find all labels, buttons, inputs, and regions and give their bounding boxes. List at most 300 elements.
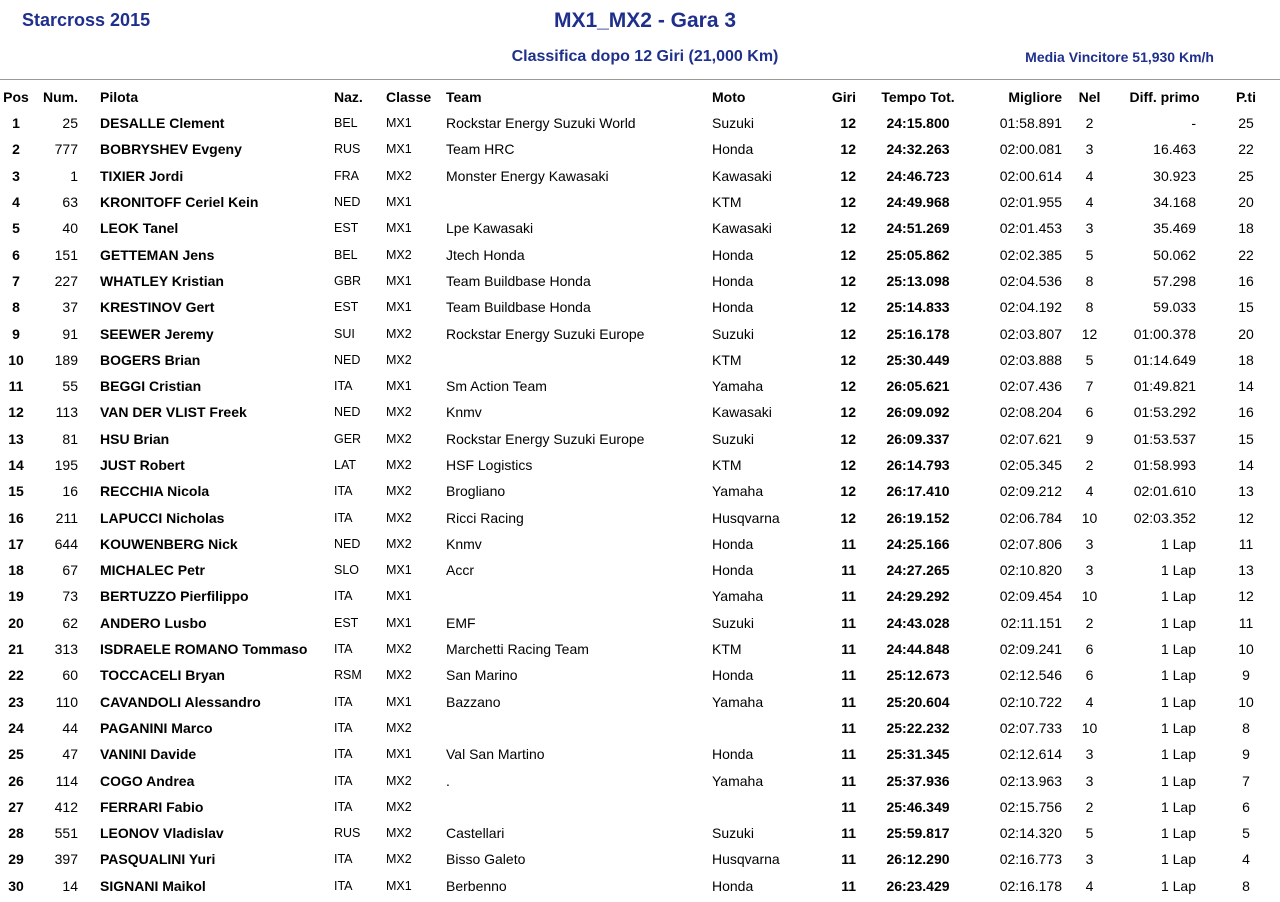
pilota-cell: PASQUALINI Yuri [100,851,216,868]
classe-cell: MX2 [386,720,412,735]
classe-cell: MX1 [386,878,412,893]
moto-cell: Kawasaki [712,220,772,237]
tempo-cell: 26:23.429 [886,877,950,894]
classe-cell: MX1 [386,221,412,236]
classe-cell: MX2 [386,668,412,683]
col-pos: Pos [3,89,29,105]
team-cell [442,189,708,215]
giri-cell: 12 [840,167,856,184]
classe-cell: MX2 [386,352,412,367]
num-cell: 40 [62,220,78,237]
naz-cell: ITA [334,878,353,893]
pilota-cell: JUST Robert [100,457,185,473]
migliore-cell: 02:06.784 [999,509,1062,526]
migliore-cell: 02:07.806 [999,535,1062,552]
tempo-cell: 24:46.723 [886,167,950,184]
num-cell: 110 [55,693,78,710]
naz-cell: SLO [334,563,360,578]
pilota-cell: HSU Brian [100,430,170,447]
tempo-cell: 26:17.410 [886,483,950,500]
team-cell [442,347,708,373]
race-title: MX1_MX2 - Gara 3 [553,9,737,32]
classe-cell: MX2 [386,247,412,262]
num-cell: 62 [62,614,78,631]
table-row [0,189,1280,215]
nel-cell: 3 [1085,562,1094,579]
tempo-cell: 26:05.621 [886,378,950,395]
classe-cell: MX2 [386,510,412,525]
moto-cell: Honda [712,877,754,894]
tempo-cell: 25:20.604 [886,693,950,710]
diff-cell: 02:03.352 [1133,509,1196,526]
num-cell: 73 [62,588,78,605]
classe-cell: MX2 [386,799,412,814]
classe-cell: MX1 [386,116,412,131]
table-row [0,767,1280,793]
diff-cell: 1 Lap [1160,877,1196,894]
classe-cell: MX2 [386,826,412,841]
giri-cell: 12 [840,483,856,500]
diff-cell: 59.033 [1153,299,1196,316]
nel-cell: 2 [1085,798,1094,815]
migliore-cell: 02:04.536 [999,272,1062,289]
naz-cell: ITA [334,379,353,394]
moto-cell: Yamaha [712,693,764,710]
winner-average-speed: Media Vincitore 51,930 Km/h [1025,49,1214,65]
pilota-cell: BOGERS Brian [100,351,201,368]
team-cell: Brogliano [446,483,506,500]
migliore-cell: 02:12.614 [999,746,1062,763]
tempo-cell: 25:37.936 [886,772,950,789]
moto-cell: Suzuki [712,430,755,447]
naz-cell: EST [334,615,359,630]
migliore-cell: 02:09.212 [999,483,1062,500]
tempo-cell: 25:22.232 [886,719,950,736]
tempo-cell: 25:12.673 [886,667,950,684]
classe-cell: MX1 [386,563,412,578]
classe-cell: MX1 [386,300,412,315]
col-giri: Giri [831,89,856,105]
table-row [0,347,1280,373]
table-row [0,504,1280,530]
table-row [0,820,1280,846]
giri-cell: 12 [840,325,856,342]
classe-cell: MX1 [386,747,412,762]
giri-cell: 11 [841,772,856,789]
tempo-cell: 24:49.968 [886,194,950,211]
team-cell: Berbenno [446,877,507,894]
team-cell: Val San Martino [446,746,545,763]
team-cell: Bisso Galeto [446,851,526,868]
moto-cell: Honda [712,667,754,684]
diff-cell: 1 Lap [1160,641,1196,658]
team-cell [442,715,708,741]
col-nel: Nel [1078,89,1101,105]
moto-cell: Yamaha [712,588,764,605]
pilota-cell: KRONITOFF Ceriel Kein [100,194,259,211]
team-cell: Lpe Kawasaki [446,220,534,237]
nel-cell: 3 [1085,535,1094,552]
moto-cell: Honda [712,272,754,289]
table-row [0,662,1280,688]
pos-cell: 21 [8,641,24,658]
num-cell: 1 [70,167,78,184]
migliore-cell: 02:07.436 [999,378,1062,395]
giri-cell: 12 [840,404,856,421]
moto-cell: Honda [712,535,754,552]
diff-cell: 35.469 [1153,220,1196,237]
moto-cell [708,715,808,741]
pos-cell: 17 [8,535,24,552]
pilota-cell: MICHALEC Petr [100,562,206,579]
giri-cell: 12 [840,141,856,158]
naz-cell: BEL [334,247,358,262]
pos-cell: 20 [8,614,24,631]
classe-cell: MX1 [386,589,412,604]
team-cell: Monster Energy Kawasaki [446,167,609,184]
pti-cell: 25 [1238,115,1254,132]
pti-cell: 20 [1238,194,1254,211]
nel-cell: 4 [1085,877,1094,894]
tempo-cell: 25:14.833 [886,299,950,316]
migliore-cell: 02:07.733 [999,719,1062,736]
pti-cell: 13 [1238,483,1254,500]
num-cell: 313 [54,641,78,658]
pos-cell: 13 [8,430,24,447]
giri-cell: 12 [840,194,856,211]
pos-cell: 15 [8,483,24,500]
pti-cell: 15 [1238,430,1254,447]
tempo-cell: 25:13.098 [886,272,950,289]
nel-cell: 10 [1081,719,1098,736]
diff-cell: 1 Lap [1160,667,1196,684]
tempo-cell: 26:12.290 [886,851,950,868]
moto-cell: KTM [712,351,742,368]
classe-cell: MX2 [386,405,412,420]
moto-cell: Kawasaki [712,167,772,184]
event-title: Starcross 2015 [22,10,151,30]
pos-cell: 7 [12,272,20,289]
team-cell: Rockstar Energy Suzuki Europe [446,325,645,342]
pilota-cell: LEONOV Vladislav [100,825,224,842]
pos-cell: 9 [12,325,20,342]
migliore-cell: 02:16.178 [999,877,1062,894]
nel-cell: 3 [1085,220,1094,237]
pilota-cell: KRESTINOV Gert [100,299,215,316]
num-cell: 114 [55,772,78,789]
pti-cell: 22 [1238,246,1254,263]
table-row [0,136,1280,162]
classe-cell: MX1 [386,195,412,210]
tempo-cell: 24:32.263 [886,141,950,158]
pos-cell: 10 [8,351,24,368]
naz-cell: ITA [334,694,353,709]
naz-cell: SUI [334,326,355,341]
naz-cell: EST [334,221,359,236]
header-divider [0,79,1280,80]
table-row [0,873,1280,899]
nel-cell: 8 [1085,299,1094,316]
classe-cell: MX2 [386,852,412,867]
diff-cell: 34.168 [1153,194,1196,211]
pti-cell: 25 [1238,167,1254,184]
tempo-cell: 25:05.862 [886,246,950,263]
nel-cell: 4 [1085,483,1094,500]
moto-cell: Yamaha [712,483,764,500]
moto-cell: Honda [712,299,754,316]
team-cell: Team Buildbase Honda [446,272,591,289]
tempo-cell: 24:43.028 [886,614,950,631]
pos-cell: 25 [8,746,24,763]
nel-cell: 2 [1085,115,1094,132]
team-cell: San Marino [446,667,518,684]
team-cell: Knmv [446,535,482,552]
pilota-cell: RECCHIA Nicola [100,483,210,500]
col-classe: Classe [386,89,432,105]
col-naz: Naz. [334,89,363,105]
migliore-cell: 02:14.320 [999,825,1062,842]
giri-cell: 11 [841,588,856,605]
diff-cell: 1 Lap [1160,798,1196,815]
migliore-cell: 02:05.345 [999,457,1062,473]
moto-cell: Suzuki [712,325,755,342]
moto-cell: Husqvarna [712,851,780,868]
col-pilota: Pilota [100,89,139,105]
num-cell: 91 [62,325,78,342]
table-row [0,531,1280,557]
pilota-cell: SEEWER Jeremy [100,325,214,342]
pti-cell: 9 [1242,746,1250,763]
naz-cell: ITA [334,642,353,657]
giri-cell: 11 [841,614,856,631]
table-row [0,294,1280,320]
nel-cell: 6 [1085,667,1094,684]
naz-cell: GBR [334,273,362,288]
classe-cell: MX1 [386,273,412,288]
pilota-cell: KOUWENBERG Nick [100,535,238,552]
giri-cell: 12 [840,430,856,447]
table-row [0,110,1280,136]
migliore-cell: 02:02.385 [999,246,1062,263]
moto-cell: Suzuki [712,614,755,631]
num-cell: 63 [62,194,78,211]
team-cell: Team Buildbase Honda [446,299,591,316]
team-cell: . [446,772,450,789]
pti-cell: 15 [1238,299,1254,316]
diff-cell: 57.298 [1153,272,1196,289]
pilota-cell: VANINI Davide [100,746,197,763]
tempo-cell: 25:16.178 [886,325,950,342]
diff-cell: 30.923 [1153,167,1196,184]
pilota-cell: TOCCACELI Bryan [100,667,225,684]
num-cell: 195 [54,457,78,473]
classe-cell: MX1 [386,142,412,157]
nel-cell: 6 [1085,404,1094,421]
diff-cell: 02:01.610 [1133,483,1196,500]
diff-cell: 01:58.993 [1133,457,1196,473]
pilota-cell: SIGNANI Maikol [100,877,206,894]
diff-cell: 1 Lap [1160,693,1196,710]
col-migliore: Migliore [1008,89,1062,105]
col-diff: Diff. primo [1129,89,1200,105]
migliore-cell: 02:11.151 [1000,614,1062,631]
pti-cell: 4 [1242,851,1250,868]
moto-cell: Kawasaki [712,404,772,421]
pilota-cell: BEGGI Cristian [100,378,202,395]
giri-cell: 11 [841,667,856,684]
diff-cell: 50.062 [1153,246,1196,263]
pilota-cell: ISDRAELE ROMANO Tommaso [100,641,308,658]
diff-cell: 1 Lap [1160,562,1196,579]
tempo-cell: 24:27.265 [886,562,950,579]
tempo-cell: 26:09.092 [886,404,950,421]
pilota-cell: GETTEMAN Jens [100,246,215,263]
giri-cell: 11 [841,693,856,710]
moto-cell: Husqvarna [712,509,780,526]
classe-cell: MX2 [386,431,412,446]
tempo-cell: 24:44.848 [886,641,950,658]
team-cell: Bazzano [446,693,501,710]
giri-cell: 12 [840,299,856,316]
pti-cell: 11 [1238,535,1254,552]
giri-cell: 11 [841,641,856,658]
table-row [0,846,1280,872]
col-team: Team [446,89,482,105]
pos-cell: 3 [12,167,20,184]
team-cell: Team HRC [446,141,515,158]
naz-cell: RUS [334,142,361,157]
migliore-cell: 02:15.756 [999,798,1062,815]
nel-cell: 4 [1085,167,1094,184]
classe-cell: MX2 [386,326,412,341]
naz-cell: ITA [334,799,353,814]
table-row [0,215,1280,241]
pti-cell: 18 [1238,351,1254,368]
nel-cell: 9 [1085,430,1094,447]
tempo-cell: 24:25.166 [886,535,950,552]
pilota-cell: PAGANINI Marco [100,719,213,736]
migliore-cell: 02:13.963 [999,772,1062,789]
table-row [0,320,1280,346]
diff-cell: 01:53.537 [1133,430,1196,447]
pos-cell: 6 [12,246,20,263]
pilota-cell: DESALLE Clement [100,115,225,132]
team-cell: Jtech Honda [446,246,525,263]
diff-cell: 1 Lap [1160,746,1196,763]
pilota-cell: FERRARI Fabio [100,798,204,815]
naz-cell: ITA [334,747,353,762]
pti-cell: 8 [1242,877,1250,894]
migliore-cell: 02:00.614 [999,167,1062,184]
nel-cell: 3 [1085,772,1094,789]
team-cell: Rockstar Energy Suzuki World [446,115,636,132]
pos-cell: 4 [12,194,20,211]
giri-cell: 12 [840,246,856,263]
table-row [0,610,1280,636]
num-cell: 47 [62,746,78,763]
num-cell: 189 [54,351,78,368]
pos-cell: 18 [8,562,24,579]
diff-cell: 01:00.378 [1133,325,1196,342]
nel-cell: 7 [1085,378,1094,395]
giri-cell: 12 [840,457,856,473]
team-cell: Castellari [446,825,505,842]
num-cell: 412 [54,798,78,815]
nel-cell: 3 [1085,141,1094,158]
team-cell: Ricci Racing [446,509,524,526]
team-cell [442,583,708,609]
migliore-cell: 02:16.773 [999,851,1062,868]
diff-cell: 1 Lap [1160,719,1196,736]
pti-cell: 6 [1242,798,1250,815]
tempo-cell: 25:59.817 [886,825,950,842]
diff-cell: - [1191,115,1196,132]
pilota-cell: CAVANDOLI Alessandro [100,693,261,710]
pti-cell: 14 [1238,378,1254,395]
team-cell: EMF [446,614,476,631]
giri-cell: 11 [841,719,856,736]
naz-cell: BEL [334,116,358,131]
nel-cell: 10 [1081,588,1098,605]
naz-cell: NED [334,405,361,420]
pti-cell: 16 [1238,404,1254,421]
pilota-cell: VAN DER VLIST Freek [100,404,247,421]
naz-cell: ITA [334,484,353,499]
diff-cell: 1 Lap [1160,851,1196,868]
diff-cell: 1 Lap [1160,588,1196,605]
team-cell: Accr [446,562,474,579]
diff-cell: 1 Lap [1160,535,1196,552]
nel-cell: 5 [1085,351,1094,368]
migliore-cell: 02:03.807 [999,325,1062,342]
moto-cell: Honda [712,746,754,763]
pos-cell: 12 [8,404,24,421]
col-pti: P.ti [1236,89,1256,105]
team-cell: Rockstar Energy Suzuki Europe [446,430,645,447]
pti-cell: 22 [1238,141,1254,158]
table-row [0,689,1280,715]
giri-cell: 12 [840,351,856,368]
num-cell: 16 [62,483,78,500]
giri-cell: 11 [841,798,856,815]
col-moto: Moto [712,89,746,105]
num-cell: 644 [54,535,78,552]
naz-cell: RSM [334,668,362,683]
moto-cell: Yamaha [712,772,764,789]
pos-cell: 5 [12,220,20,237]
pilota-cell: TIXIER Jordi [100,167,184,184]
num-cell: 55 [62,378,78,395]
pilota-cell: LAPUCCI Nicholas [100,509,225,526]
giri-cell: 12 [840,509,856,526]
pti-cell: 13 [1238,562,1254,579]
pos-cell: 24 [8,719,24,736]
classe-cell: MX2 [386,536,412,551]
classe-cell: MX1 [386,694,412,709]
tempo-cell: 26:09.337 [886,430,950,447]
tempo-cell: 26:14.793 [886,457,950,473]
num-cell: 14 [62,877,78,894]
table-row [0,557,1280,583]
tempo-cell: 25:46.349 [886,798,950,815]
giri-cell: 11 [841,825,856,842]
migliore-cell: 02:09.241 [999,641,1062,658]
tempo-cell: 25:30.449 [886,351,950,368]
naz-cell: ITA [334,589,353,604]
naz-cell: GER [334,431,362,446]
tempo-cell: 24:51.269 [886,220,950,237]
table-header-row [0,84,1280,110]
